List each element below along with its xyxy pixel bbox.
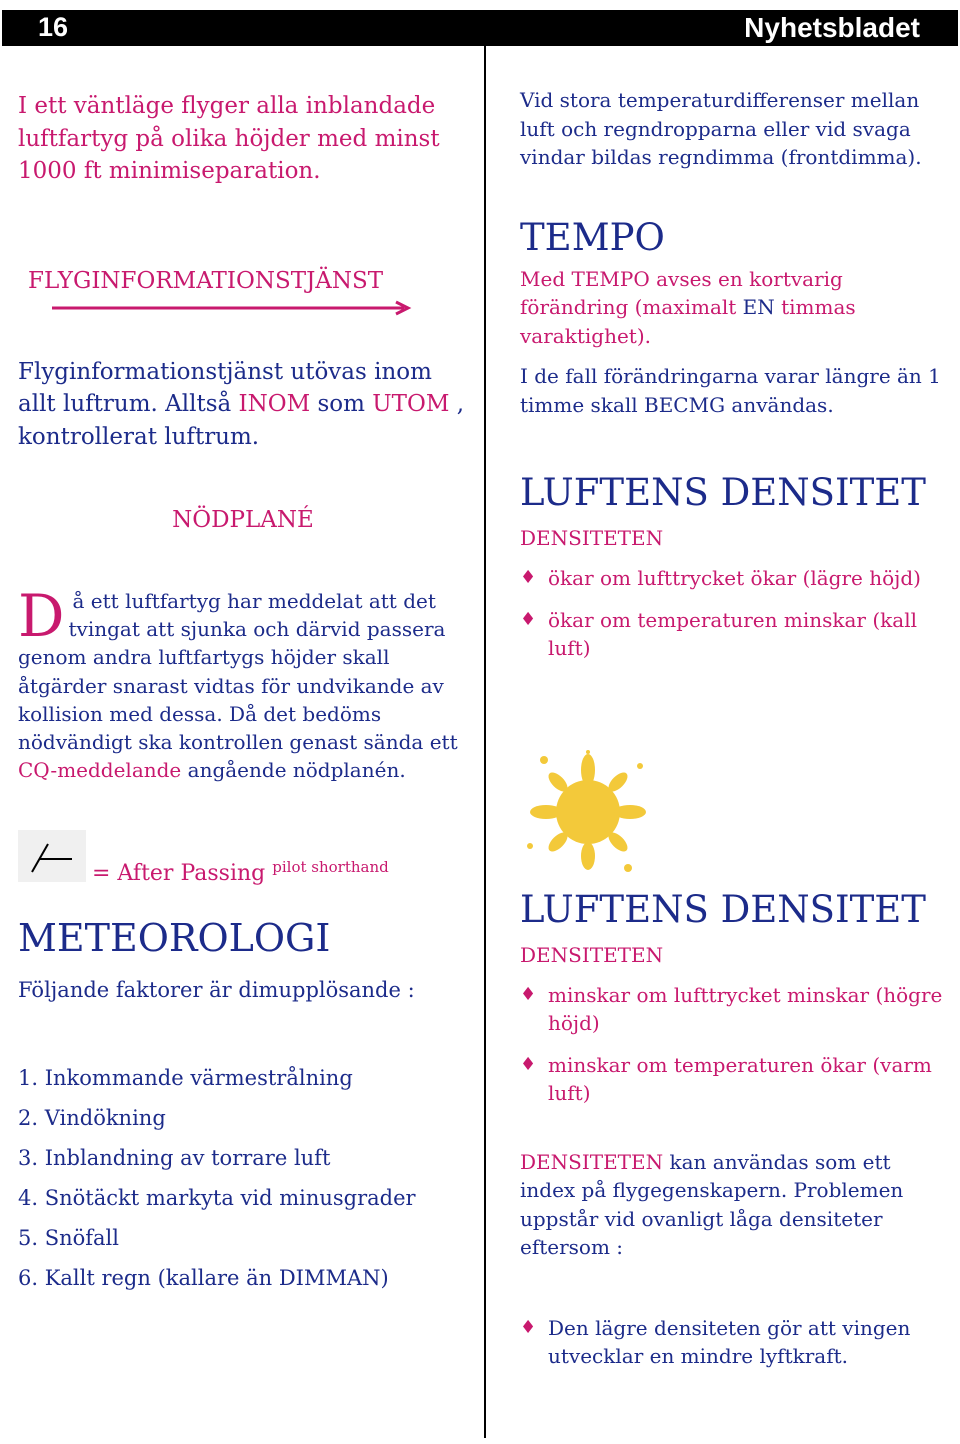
list-item: 4. Snötäckt markyta vid minusgrader bbox=[18, 1186, 416, 1211]
list-item bbox=[520, 1314, 948, 1371]
nodplane-body bbox=[18, 582, 468, 784]
after-passing-label: = After Passing bbox=[92, 861, 266, 887]
tempo-title: TEMPO bbox=[520, 215, 665, 259]
list-item bbox=[520, 606, 948, 663]
list-item-text: minskar om temperaturen ökar (varm luft) bbox=[548, 1052, 932, 1105]
sun-splash-icon bbox=[522, 750, 652, 876]
column-divider bbox=[484, 46, 486, 1438]
nodplane-end: angående nödplanén. bbox=[181, 758, 406, 783]
after-passing-symbol-icon bbox=[18, 830, 86, 882]
tempo-body bbox=[520, 265, 948, 351]
pilot-shorthand-label: pilot shorthand bbox=[272, 858, 389, 877]
after-passing-row bbox=[18, 830, 468, 890]
fi-text-1: Flyginformationstjänst utövas inom allt luftrum. Alltså bbox=[18, 358, 432, 417]
diamond-icon: ♦ bbox=[520, 983, 537, 1005]
density-title-2: LUFTENS DENSITET bbox=[520, 887, 926, 931]
diamond-icon: ♦ bbox=[520, 1316, 537, 1338]
list-item-text: minskar om lufttrycket minskar (högre höjd) bbox=[548, 982, 943, 1035]
fi-body bbox=[18, 356, 468, 454]
list-item: 1. Inkommande värmestrålning bbox=[18, 1066, 353, 1091]
tempo-text-2: timmas varaktighet). bbox=[520, 295, 856, 348]
fog-paragraph: Vid stora temperaturdifferenser mellan luft och regndropparna eller vid svaga vindar bildas regndimma (frontdimma). bbox=[520, 88, 922, 169]
tempo-en: EN bbox=[742, 295, 775, 319]
density-list-1 bbox=[520, 564, 948, 663]
final-list bbox=[520, 1314, 948, 1371]
index-text: kan användas som ett index på flygegenskapern. Problemen uppstår vid ovanligt låga densiteter eftersom : bbox=[520, 1149, 904, 1259]
fog-dissolve-list bbox=[18, 1058, 468, 1298]
nodplane-text: å ett luftfartyg har meddelat att det tvingat att sjunka och därvid passera genom andra luftfartygs höjder skall åtgärder snarast vidtas för undvikande av kollision med dessa. Då det bedöms nödvändigt ska kontrollen genast sända ett bbox=[18, 589, 458, 755]
density-sub-2: DENSITETEN bbox=[520, 942, 664, 967]
list-item bbox=[520, 564, 948, 593]
list-item-text: ökar om lufttrycket ökar (lägre höjd) bbox=[548, 566, 921, 590]
list-item: 3. Inblandning av torrare luft bbox=[18, 1146, 331, 1171]
meteorologi-title: METEOROLOGI bbox=[18, 916, 331, 961]
cq-message: CQ-meddelande bbox=[18, 758, 182, 783]
tempo-text-1: Med TEMPO avses en kortvarig förändring (maximalt bbox=[520, 266, 843, 319]
arrow-right-icon bbox=[48, 300, 418, 316]
diamond-icon: ♦ bbox=[520, 567, 537, 588]
density-sub-1: DENSITETEN bbox=[520, 526, 664, 550]
list-item: 5. Snöfall bbox=[18, 1226, 119, 1251]
tempo-becmg: I de fall förändringarna varar längre än 1 timme skall BECMG användas. bbox=[520, 364, 941, 417]
newsletter-title: Nyhetsbladet bbox=[744, 12, 920, 43]
list-item-text: Den lägre densiteten gör att vingen utvecklar en mindre lyftkraft. bbox=[548, 1315, 911, 1368]
list-item: 6. Kallt regn (kallare än DIMMAN) bbox=[18, 1266, 389, 1291]
diamond-icon: ♦ bbox=[520, 1053, 537, 1075]
fi-heading: FLYGINFORMATIONSTJÄNST bbox=[28, 267, 384, 294]
nodplane-heading: NÖDPLANÉ bbox=[172, 507, 314, 533]
index-label: DENSITETEN bbox=[520, 1149, 664, 1174]
list-item bbox=[520, 1051, 948, 1108]
list-item: 2. Vindökning bbox=[18, 1106, 166, 1131]
index-paragraph bbox=[520, 1148, 948, 1262]
page-number: 16 bbox=[38, 12, 69, 42]
after-passing-text bbox=[92, 858, 389, 886]
list-item bbox=[520, 981, 948, 1038]
meteorologi-subtitle: Följande faktorer är dimupplösande : bbox=[18, 978, 415, 1003]
right-column bbox=[520, 86, 948, 1384]
holding-intro: I ett väntläge flyger alla inblandade luftfartyg på olika höjder med minst 1000 ft minimiseparation. bbox=[18, 93, 440, 184]
list-item-text: ökar om temperaturen minskar (kall luft) bbox=[548, 607, 917, 660]
diamond-icon: ♦ bbox=[520, 608, 537, 630]
fi-inom: INOM bbox=[238, 391, 311, 417]
left-column bbox=[18, 90, 468, 1298]
fi-utom: UTOM bbox=[372, 391, 450, 417]
density-title-1: LUFTENS DENSITET bbox=[520, 471, 926, 514]
drop-cap: D bbox=[18, 582, 65, 650]
density-list-2 bbox=[520, 981, 948, 1108]
fi-text-2: som bbox=[310, 391, 373, 417]
fi-text-3: , kontrollerat luftrum. bbox=[18, 391, 465, 450]
